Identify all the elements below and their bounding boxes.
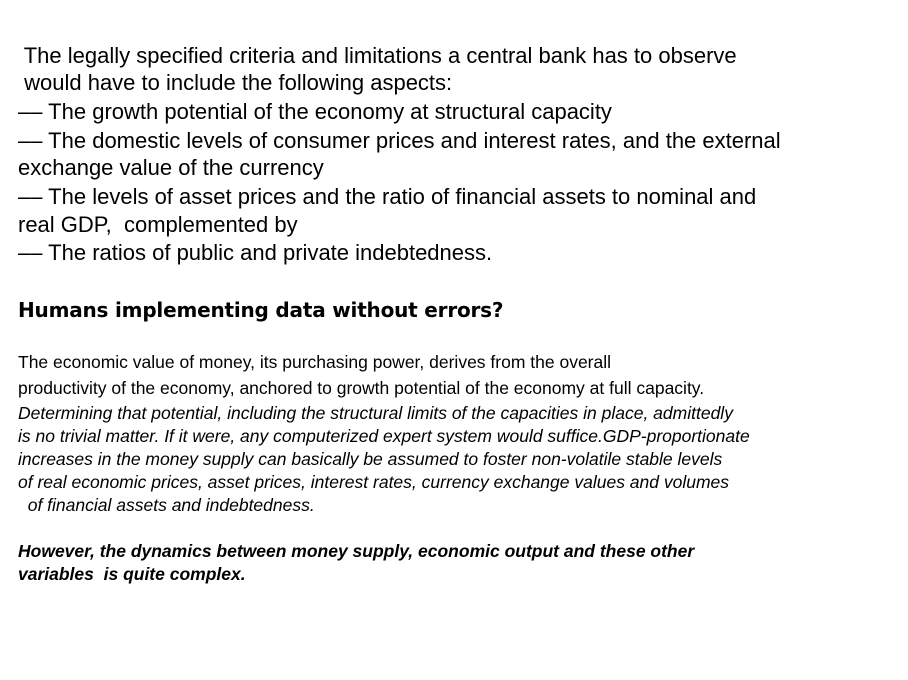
italic-line-3: increases in the money supply can basically be assumed to foster non-volatile stable levels: [18, 449, 723, 469]
intro-line-1: The legally specified criteria and limitations a central bank has to observe: [18, 43, 737, 68]
conclusion-line-2: variables is quite complex.: [18, 564, 246, 584]
bullet-asset-prices: –– The levels of asset prices and the ratio of financial assets to nominal and: [18, 184, 757, 209]
bullet-price-levels-cont: exchange value of the currency: [18, 155, 324, 180]
bullet-growth-potential: –– The growth potential of the economy at structural capacity: [18, 99, 612, 124]
bullet-indebtedness: –– The ratios of public and private indebtedness.: [18, 240, 493, 265]
section-heading: Humans implementing data without errors?: [18, 298, 504, 322]
body-line-2: productivity of the economy, anchored to growth potential of the economy at full capacity.: [18, 378, 705, 398]
bullet-price-levels: –– The domestic levels of consumer prices and interest rates, and the external: [18, 128, 781, 153]
italic-line-4: of real economic prices, asset prices, interest rates, currency exchange values and volumes: [18, 472, 730, 492]
italic-line-5: of financial assets and indebtedness.: [18, 495, 315, 515]
intro-line-2: would have to include the following aspects:: [18, 70, 453, 95]
italic-line-2: is no trivial matter. If it were, any computerized expert system would suffice.GDP-proportionate: [18, 426, 750, 446]
body-line-1: The economic value of money, its purchasing power, derives from the overall: [18, 352, 612, 372]
italic-line-1: Determining that potential, including the structural limits of the capacities in place, admittedly: [18, 403, 733, 423]
bullet-asset-prices-cont: real GDP, complemented by: [18, 212, 298, 237]
conclusion-line-1: However, the dynamics between money supply, economic output and these other: [18, 541, 695, 561]
